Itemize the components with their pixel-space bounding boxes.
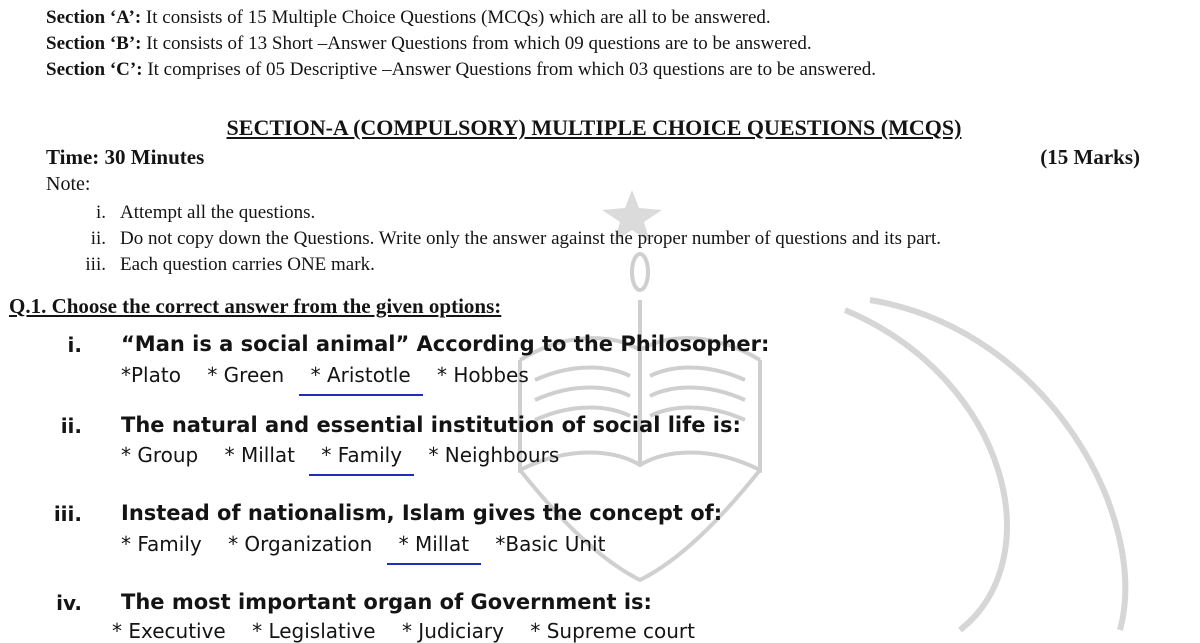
option: * Family — [121, 532, 202, 556]
instruction-number: iii. — [85, 254, 106, 275]
option: * Judiciary — [401, 619, 504, 643]
options-row — [121, 532, 625, 556]
section-text: It consists of 13 Short –Answer Questions from which 09 questions are to be answered. — [141, 33, 812, 54]
option-answer: * Millat — [398, 532, 470, 556]
section-c-description — [46, 59, 876, 81]
option: * Executive — [112, 619, 226, 643]
question-1-title: Q.1. Choose the correct answer from the given options: — [9, 294, 502, 318]
option-answer: * Aristotle — [310, 363, 411, 387]
options-row — [121, 363, 549, 387]
question-text: Instead of nationalism, Islam gives the concept of: — [121, 501, 723, 525]
section-text: It comprises of 05 Descriptive –Answer Questions from which 03 questions are to be answered. — [142, 59, 877, 80]
option: *Plato — [121, 363, 181, 387]
question-text: The natural and essential institution of social life is: — [121, 413, 741, 437]
time-label: Time: 30 Minutes — [46, 145, 205, 169]
section-text: It consists of 15 Multiple Choice Questions (MCQs) which are all to be answered. — [141, 7, 771, 28]
question-text: “Man is a social animal” According to the Philosopher: — [121, 332, 770, 356]
options-row — [112, 619, 715, 643]
option-answer: * Family — [321, 443, 403, 467]
option: * Hobbes — [437, 363, 529, 387]
option: * Neighbours — [428, 443, 560, 467]
question-number: i. — [67, 333, 82, 357]
option: * Millat — [224, 443, 295, 467]
instruction-text: Attempt all the questions. — [120, 202, 316, 223]
section-a-description — [46, 7, 771, 29]
question-number: ii. — [60, 414, 82, 438]
instruction-text: Each question carries ONE mark. — [120, 254, 375, 275]
option: *Basic Unit — [495, 532, 606, 556]
option: * Green — [207, 363, 285, 387]
question-number: iii. — [53, 502, 82, 526]
note-label: Note: — [46, 173, 91, 195]
instruction-item — [70, 254, 375, 276]
instruction-item — [70, 228, 941, 250]
option: * Organization — [228, 532, 373, 556]
instruction-text: Do not copy down the Questions. Write only the answer against the proper number of questions and its part. — [120, 228, 941, 249]
instruction-number: i. — [95, 202, 106, 223]
option: * Legislative — [252, 619, 376, 643]
instruction-item — [70, 202, 315, 224]
section-label: Section ‘A’: — [46, 7, 142, 28]
section-heading: SECTION-A (COMPULSORY) MULTIPLE CHOICE QUESTIONS (MCQS) — [226, 115, 962, 140]
section-label: Section ‘B’: — [46, 33, 142, 54]
marks-label: (15 Marks) — [1040, 145, 1140, 169]
question-text: The most important organ of Government is: — [121, 590, 652, 614]
section-label: Section ‘C’: — [46, 59, 143, 80]
option: * Supreme court — [530, 619, 695, 643]
option: * Group — [121, 443, 199, 467]
options-row — [121, 443, 579, 467]
section-b-description — [46, 33, 812, 55]
instruction-number: ii. — [90, 228, 106, 249]
question-number: iv. — [56, 591, 82, 615]
